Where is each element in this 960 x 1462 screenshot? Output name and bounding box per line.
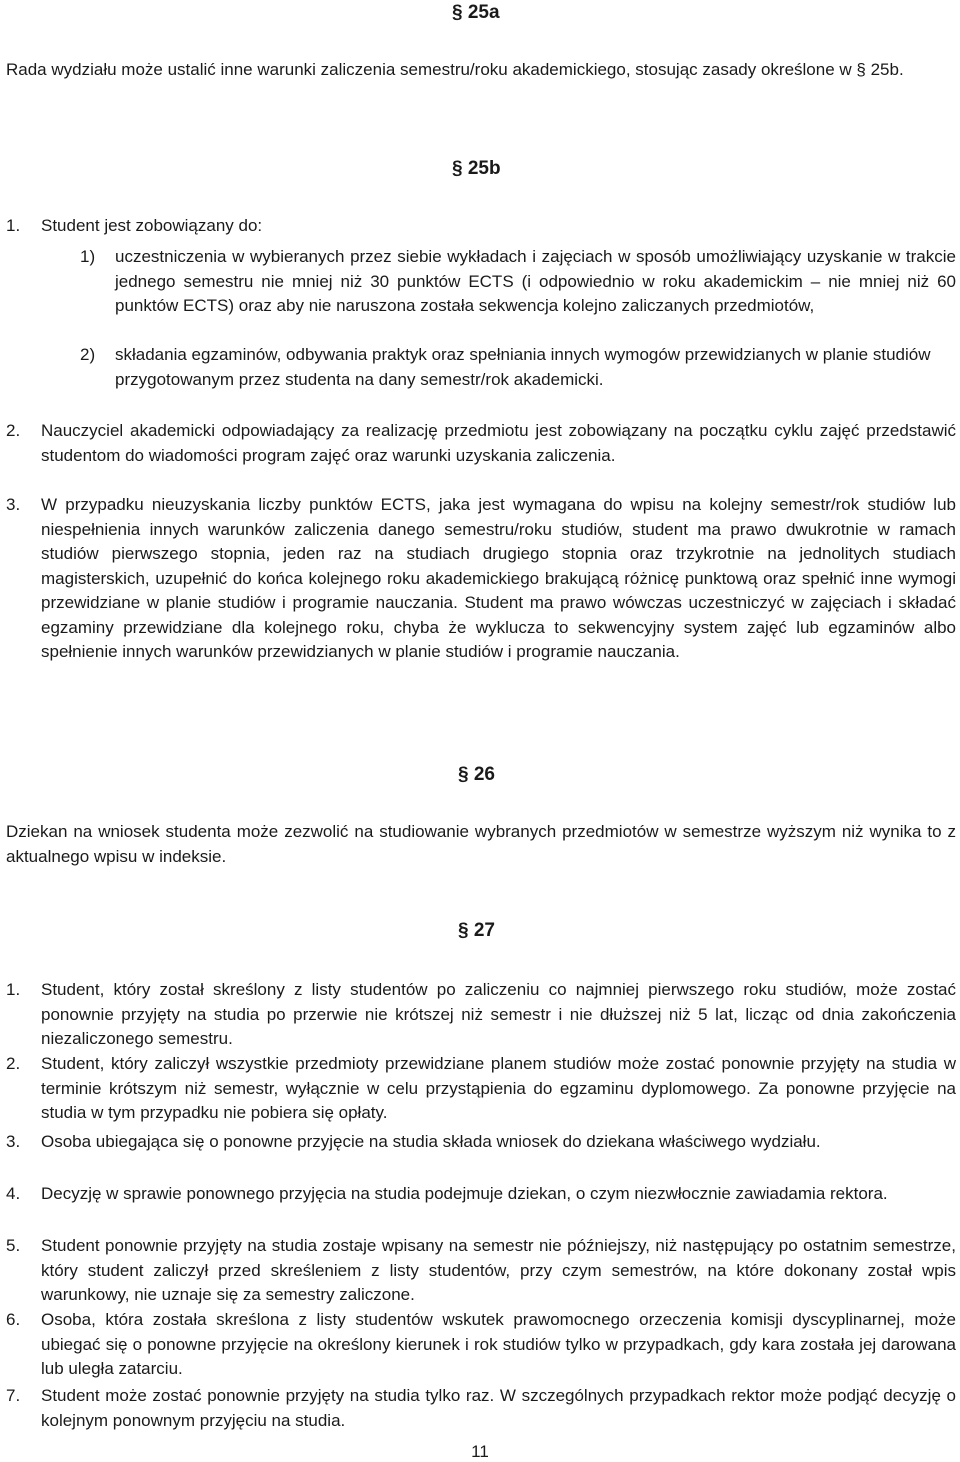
section-27-item-7 (6, 1384, 956, 1433)
item-number: 7. (6, 1386, 21, 1405)
item-number: 4. (6, 1184, 21, 1203)
item-text: Nauczyciel akademicki odpowiadający za realizację przedmiotu jest zobowiązany na początku cyklu zajęć przedstawić studentom do wiadomości program zajęć oraz warunki uzyskania zaliczenia. (41, 421, 956, 465)
section-25b-item-3 (6, 493, 956, 665)
item-number: 5. (6, 1236, 21, 1255)
section-heading-25a: § 25a (452, 2, 500, 23)
section-heading-25b: § 25b (452, 158, 501, 179)
item-number: 3. (6, 495, 21, 514)
section-27-item-6 (6, 1308, 956, 1382)
item-text: Student ponownie przyjęty na studia zostaje wpisany na semestr nie późniejszy, niż następujący po ostatnim semestrze, który student zaliczył przed skreśleniem z listy studentów, przy czym semestrów, na które dokonany został wpis warunkowy, nie uznaje się za semestry zaliczone. (41, 1236, 956, 1304)
section-25a-paragraph: Rada wydziału może ustalić inne warunki zaliczenia semestru/roku akademickiego, stosując zasady określone w § 25b. (6, 60, 904, 79)
section-26-paragraph: Dziekan na wniosek studenta może zezwolić na studiowanie wybranych przedmiotów w semestrze wyższym niż wynika to z aktualnego wpisu w indeksie. (6, 822, 956, 866)
section-25b-item-1 (6, 214, 956, 239)
item-number: 6. (6, 1310, 21, 1329)
section-27-item-1 (6, 978, 956, 1052)
subitem-number: 1) (80, 247, 96, 266)
item-text: Student jest zobowiązany do: (41, 216, 263, 235)
section-27-item-2 (6, 1052, 956, 1126)
item-number: 3. (6, 1132, 21, 1151)
item-number: 2. (6, 421, 21, 440)
item-text: Osoba, która została skreślona z listy studentów wskutek prawomocnego orzeczenia komisji dyscyplinarnej, może ubiegać się o ponowne przyjęcie na określony kierunek i rok studiów tylko w przypadkach, gdy kara została jej darowana lub uległa zatarciu. (41, 1310, 956, 1378)
subitem-number: 2) (80, 345, 96, 364)
item-number: 1. (6, 980, 21, 999)
subitem-text: składania egzaminów, odbywania praktyk oraz spełniania innych wymogów przewidzianych w planie studiów przygotowanym przez studenta na dany semestr/rok akademicki. (115, 345, 931, 389)
item-text: Osoba ubiegająca się o ponowne przyjęcie na studia składa wniosek do dziekana właściwego wydziału. (41, 1132, 821, 1151)
section-27-item-4 (6, 1182, 956, 1207)
section-27-item-5 (6, 1234, 956, 1308)
item-text: W przypadku nieuzyskania liczby punktów ECTS, jaka jest wymagana do wpisu na kolejny semestr/rok studiów lub niespełnienia innych warunków zaliczenia danego semestru/roku studiów, student ma prawo dwukrotnie w ramach studiów pierwszego stopnia, jeden raz na studiach drugiego stopnia oraz trzykrotnie na jednolitych studiach magisterskich, uzupełnić do końca kolejnego roku akademickiego brakującą różnicę punktową oraz spełnić inne wymogi przewidziane w planie studiów i programie nauczania. Student ma prawo wówczas uczestniczyć w zajęciach i składać egzaminy przewidziane dla kolejnego roku, chyba że wyklucza to sekwencyjny system zajęć lub egzaminów albo spełnienie innych warunków przewidzianych w planie studiów i programie nauczania. (41, 495, 956, 661)
item-number: 1. (6, 216, 21, 235)
item-text: Student, który został skreślony z listy studentów po zaliczeniu co najmniej pierwszego roku studiów, może zostać ponownie przyjęty na studia po przerwie nie krótszej niż semestr i nie dłuższej niż 5 lat, licząc od dnia zakończenia niezaliczonego semestru. (41, 980, 956, 1048)
item-text: Student, który zaliczył wszystkie przedmioty przewidziane planem studiów może zostać ponownie przyjęty na studia w terminie krótszym niż semestr, wyłącznie w celu przystąpienia do egzaminu dyplomowego. Za ponowne przyjęcie na studia w tym przypadku nie pobiera się opłaty. (41, 1054, 956, 1122)
section-25b-subitem-2 (80, 343, 956, 392)
section-27-item-3 (6, 1130, 956, 1155)
section-heading-26: § 26 (458, 764, 495, 785)
subitem-text: uczestniczenia w wybieranych przez siebie wykładach i zajęciach w sposób umożliwiający uzyskanie w trakcie jednego semestru nie mniej niż 30 punktów ECTS (i odpowiednio w roku akademickim – nie mniej niż 60 punktów ECTS) oraz aby nie naruszona została sekwencja kolejno zaliczanych przedmiotów, (115, 247, 956, 315)
section-25b-subitem-1 (80, 245, 956, 319)
item-text: Decyzję w sprawie ponownego przyjęcia na studia podejmuje dziekan, o czym niezwłocznie zawiadamia rektora. (41, 1184, 888, 1203)
item-number: 2. (6, 1054, 21, 1073)
section-25b-item-2 (6, 419, 956, 468)
item-text: Student może zostać ponownie przyjęty na studia tylko raz. W szczególnych przypadkach rektor może podjąć decyzję o kolejnym ponownym przyjęciu na studia. (41, 1386, 956, 1430)
section-heading-27: § 27 (458, 920, 495, 941)
page-number: 11 (471, 1442, 489, 1461)
